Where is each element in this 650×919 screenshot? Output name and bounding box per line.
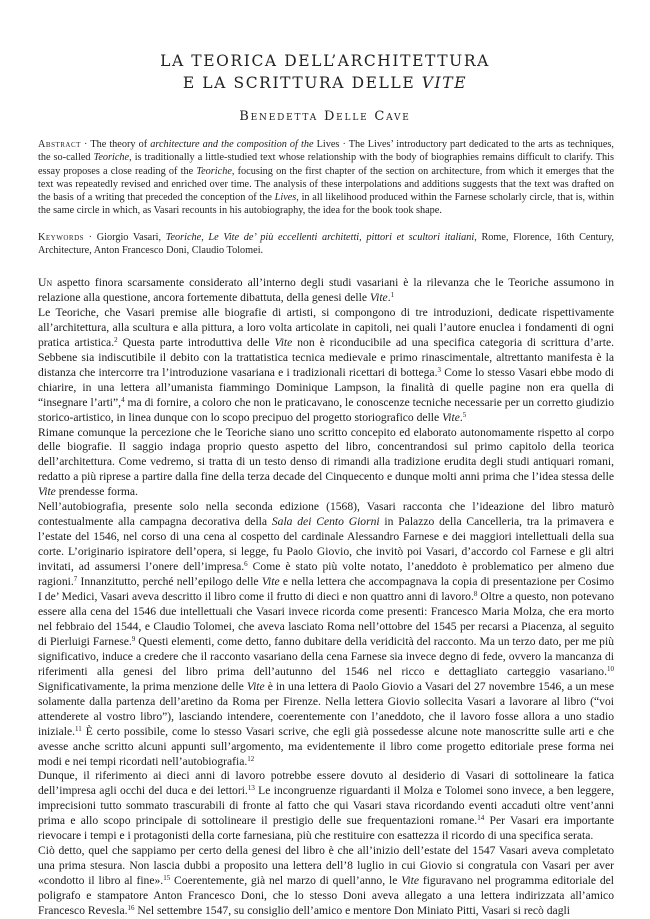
italic-text: architecture and the composition of the — [150, 139, 314, 150]
footnote-ref[interactable]: 15 — [163, 874, 171, 883]
text-run: figuravano nel programma editoriale del poligrafo e stampatore Anton Francesco Doni, che lo stesso Doni aveva allegato a una lettera indirizzata all’amico Francesco Revesla. — [38, 874, 614, 918]
keywords-text — [38, 232, 614, 256]
text-run: . — [459, 410, 463, 424]
italic-text: Sala dei Cento Giorni — [271, 515, 380, 529]
text-run: Come è stato più volte notato, l’aneddoto è problematico per almeno due ragioni. — [38, 560, 615, 589]
keywords — [38, 231, 614, 258]
text-run: Questi elementi, come detto, fanno dubitare della veridicità del racconto. Ma un terzo dato, per me più significativo, induce a credere che il racconto vasariano della cena Farnese sia invece degno di fede, ovvero la mancanza di riferimenti alla genesi del libro prima dell’autunno del 1546 nel ricco e dettagliato carteggio vasariano. — [38, 634, 614, 678]
italic-text: Lives — [274, 192, 297, 204]
italic-text: Vite — [369, 290, 388, 304]
text-run: prendesse forma. — [55, 485, 138, 499]
title-line-2-italic: VITE — [421, 74, 468, 92]
italic-text: Vite — [442, 410, 460, 424]
text-run: Lives — [313, 139, 340, 150]
text-run: , focusing on the first chapter of the section on architecture, from which it emerges that the text was repeatedly revised and enriched over time. The analysis of these interpolations and additions suggests that the text was drafted on the basis of a writing that preceded the conception of the — [38, 165, 614, 204]
footnote-ref[interactable]: 11 — [75, 724, 82, 733]
body-paragraph — [38, 276, 614, 306]
italic-text: Vite — [246, 679, 265, 693]
abstract-label: Abstract — [38, 139, 81, 150]
footnote-ref[interactable]: 2 — [114, 335, 118, 344]
text-run: . — [387, 290, 391, 304]
text-run: è in una lettera di Paolo Giovio a Vasari del 27 novembre 1546, a un mese solamente dalla partenza dell’aretino da Roma per Firenze. Nella lettera Giovio sollecita Vasari a lavorare al libro (“voi attenderete al vostro libro”), lasciando intendere, coerentemente con l’aneddoto, che il lavoro fosse allora a uno stadio iniziale. — [38, 679, 614, 738]
text-run: Coerentemente, già nel marzo di quell’anno, le — [170, 874, 402, 888]
italic-text: Vite — [261, 575, 280, 589]
text-run: · Giorgio Vasari, — [84, 232, 166, 243]
footnote-ref[interactable]: 5 — [462, 410, 467, 419]
italic-text: Vite — [38, 485, 56, 499]
text-run: Nell’autobiografia, presente solo nella seconda edizione (1568), Vasari racconta che l’ideazione del libro maturò contestualmente alla campagna decorativa della — [38, 500, 614, 529]
text-run: Innanzitutto, perché nell’epilogo delle — [77, 575, 262, 589]
italic-text: Teoriche — [93, 152, 130, 164]
article-title-line-1: LA TEORICA DELL’ARCHITETTURA — [160, 52, 490, 70]
footnote-ref[interactable]: 13 — [247, 784, 255, 793]
body-paragraph — [38, 500, 614, 769]
footnote-ref[interactable]: 9 — [131, 634, 136, 643]
text-run: , is traditionally a little-studied text whose relationship with the body of biographies remains difficult to clarify. This essay proposes a close reading of the — [38, 152, 614, 177]
text-run: Le incongruenze riguardanti il Molza e Tolomei sono invece, a ben leggere, imprecisioni tutto sommato trascurabili di fronte al fatto che qui Vasari stava ricordando eventi accaduti oltre vent’anni prima e allo scopo principale di sottolineare il prestigio delle sue frequentazioni romane. — [38, 784, 614, 828]
text-run: Ciò detto, quel che sappiamo per certo della genesi del libro è che all’inizio dell’estate del 1547 Vasari aveva completato una prima stesura. Non lascia dubbi a proposito una lettera dell’8 luglio in cui Giovio si congratula con Vasari per aver «condotto il libro al fine». — [38, 844, 614, 888]
text-run: Le Teoriche, che Vasari premise alle biografie di artisti, si compongono di tre introduzioni, dedicate rispettivamente all’architettura, alla scultura e alla pittura, a loro volta articolate in capitoli, nei quali l’autore enuclea i fondamenti di ogni pratica artistica. — [38, 305, 614, 349]
text-run: Questa parte introduttiva delle — [117, 335, 275, 349]
text-run: , Rome, Florence, 16th Century, Architecture, Anton Francesco Doni, Claudio Tolomei. — [38, 232, 614, 257]
text-run: ma di fornire, a coloro che non le praticavano, le conoscenze tecniche necessarie per un corretto giudizio storico-artistico, in linea dunque con lo scopo precipuo del progetto storiografico delle — [38, 395, 614, 424]
footnote-ref[interactable]: 1 — [390, 290, 395, 299]
footnote-ref[interactable]: 10 — [607, 664, 614, 673]
footnote-ref[interactable]: 6 — [244, 560, 248, 569]
text-run: · The theory of — [80, 139, 151, 150]
text-run: non è riconducibile ad una specifica categoria di scrittura d’arte. Sebbene sia indiscutibile il debito con la trattatistica tecnica medievale e primo rinascimentale, altrettanto manifesta è la distanza che intercorre tra l’introduzione vasariana e i tradizionali ricettari di bottega. — [38, 335, 615, 379]
text-run: Dunque, il riferimento ai dieci anni di lavoro potrebbe essere dovuto al desiderio di Vasari di sottolineare la fatica dell’impresa agli occhi del duca e dei lettori. — [38, 769, 614, 798]
article-body — [38, 276, 614, 919]
text-run: , in all likelihood produced within the Farnese scholarly circle, that is, within the same circle in which, as Vasari recounts in his autobiography, the idea for the book took shape. — [38, 192, 614, 217]
italic-text: Vite — [401, 874, 419, 888]
text-run: Oltre a questo, non potevano essere alla cena del 1546 due intellettuali che Vasari invece ricorda come presenti: Francesco Maria Molza, che era morto nel febbraio del 1544, e Claudio Tolomei, che aveva lasciato Roma nell’ottobre del 1545 per recarsi a Piacenza, al seguito di Pierluigi Farnese. — [38, 590, 614, 648]
text-run: Significativamente, la prima menzione delle — [38, 679, 247, 693]
text-run: in Palazzo della Cancelleria, tra la primavera e l’estate del 1546, nel corso di una cena al cospetto del cardinale Alessandro Farnese e dei maggiori intellettuali della sua corte. L’originario ispiratore dell’opera, si legge, fu Paolo Giovio, che invitò poi Vasari, d’accordo col Farnese e gli altri invitati, ad assumersi l’onere dell’impresa. — [38, 515, 614, 574]
keywords-label: Keywords — [38, 232, 85, 243]
text-run: · The Lives’ introductory part dedicated to the arts as techniques, the so-called — [38, 139, 614, 164]
italic-text: Teoriche — [196, 165, 232, 177]
text-run: Come lo stesso Vasari ebbe modo di chiarire, in una lettera all’umanista fiammingo Dominique Lampson, la finalità di quelle pagine non era quella di “insegnare l’arti”, — [38, 365, 615, 409]
abstract — [38, 138, 614, 218]
footnote-ref[interactable]: 16 — [127, 904, 135, 913]
body-paragraph — [38, 844, 614, 919]
italic-text: Teoriche — [165, 232, 202, 243]
text-run: aspetto finora scarsamente considerato all’interno degli studi vasariani è la rilevanza che le Teoriche assumono in relazione alla questione, ancora fortemente dibattuta, della genesi delle — [38, 276, 614, 304]
text-run: È certo possibile, come lo stesso Vasari scrive, che egli già possedesse alcune note manoscritte sulle arti e che avesse anche scritto alcuni appunti sull’argomento, ma evidentemente il libro come progetto editoriale prese forma nei modi e nei tempi ricordati nell’autobiografia. — [38, 724, 614, 768]
body-paragraph — [38, 426, 614, 501]
text-run: , — [201, 232, 209, 243]
text-run: Rimane comunque la percezione che le Teoriche siano uno scritto concepito ed elaborato autonomamente rispetto al corpo delle biografie. Il saggio indaga proprio questo aspetto del libro, concentrandosi sul primo capitolo della teorica dell’architettura. Come vedremo, si tratta di un testo denso di rimandi alla tradizione erudita degli studi antiquari romani, redatto a più riprese a partire dalla fine della terza decade del Cinquecento e dunque molti anni prima che l’idea stessa delle — [38, 425, 614, 484]
body-paragraph — [38, 769, 614, 844]
body-paragraph — [38, 306, 614, 426]
footnote-ref[interactable]: 3 — [437, 365, 441, 374]
italic-text: Le Vite de’ più eccellenti architetti, pittori et scultori italiani — [208, 232, 475, 243]
footnote-ref[interactable]: 14 — [477, 814, 485, 823]
footnote-ref[interactable]: 7 — [73, 575, 78, 584]
text-run: Nel settembre 1547, su consiglio dell’amico e mentore Don Miniato Pitti, Vasari si recò dagli — [134, 904, 570, 918]
footnote-ref[interactable]: 8 — [473, 590, 478, 599]
abstract-text — [38, 139, 614, 216]
article-author: Benedetta Delle Cave — [239, 109, 411, 124]
footnote-ref[interactable]: 4 — [121, 395, 125, 404]
text-run: Un — [38, 276, 53, 289]
article-title-line-2 — [0, 74, 650, 92]
footnote-ref[interactable]: 12 — [247, 754, 255, 763]
italic-text: Vite — [274, 335, 293, 349]
text-run: Per Vasari era importante rievocare i tempi e i protagonisti della corte farnesiana, più che restituire con esattezza il ricordo di una specifica serata. — [38, 814, 614, 843]
text-run: e nella lettera che accompagnava la copia di presentazione per Cosimo I de’ Medici, Vasari aveva descritto il libro come il frutto di dieci e non quattro anni di lavoro. — [38, 575, 615, 604]
title-line-2-prefix: E LA SCRITTURA DELLE — [182, 74, 422, 92]
